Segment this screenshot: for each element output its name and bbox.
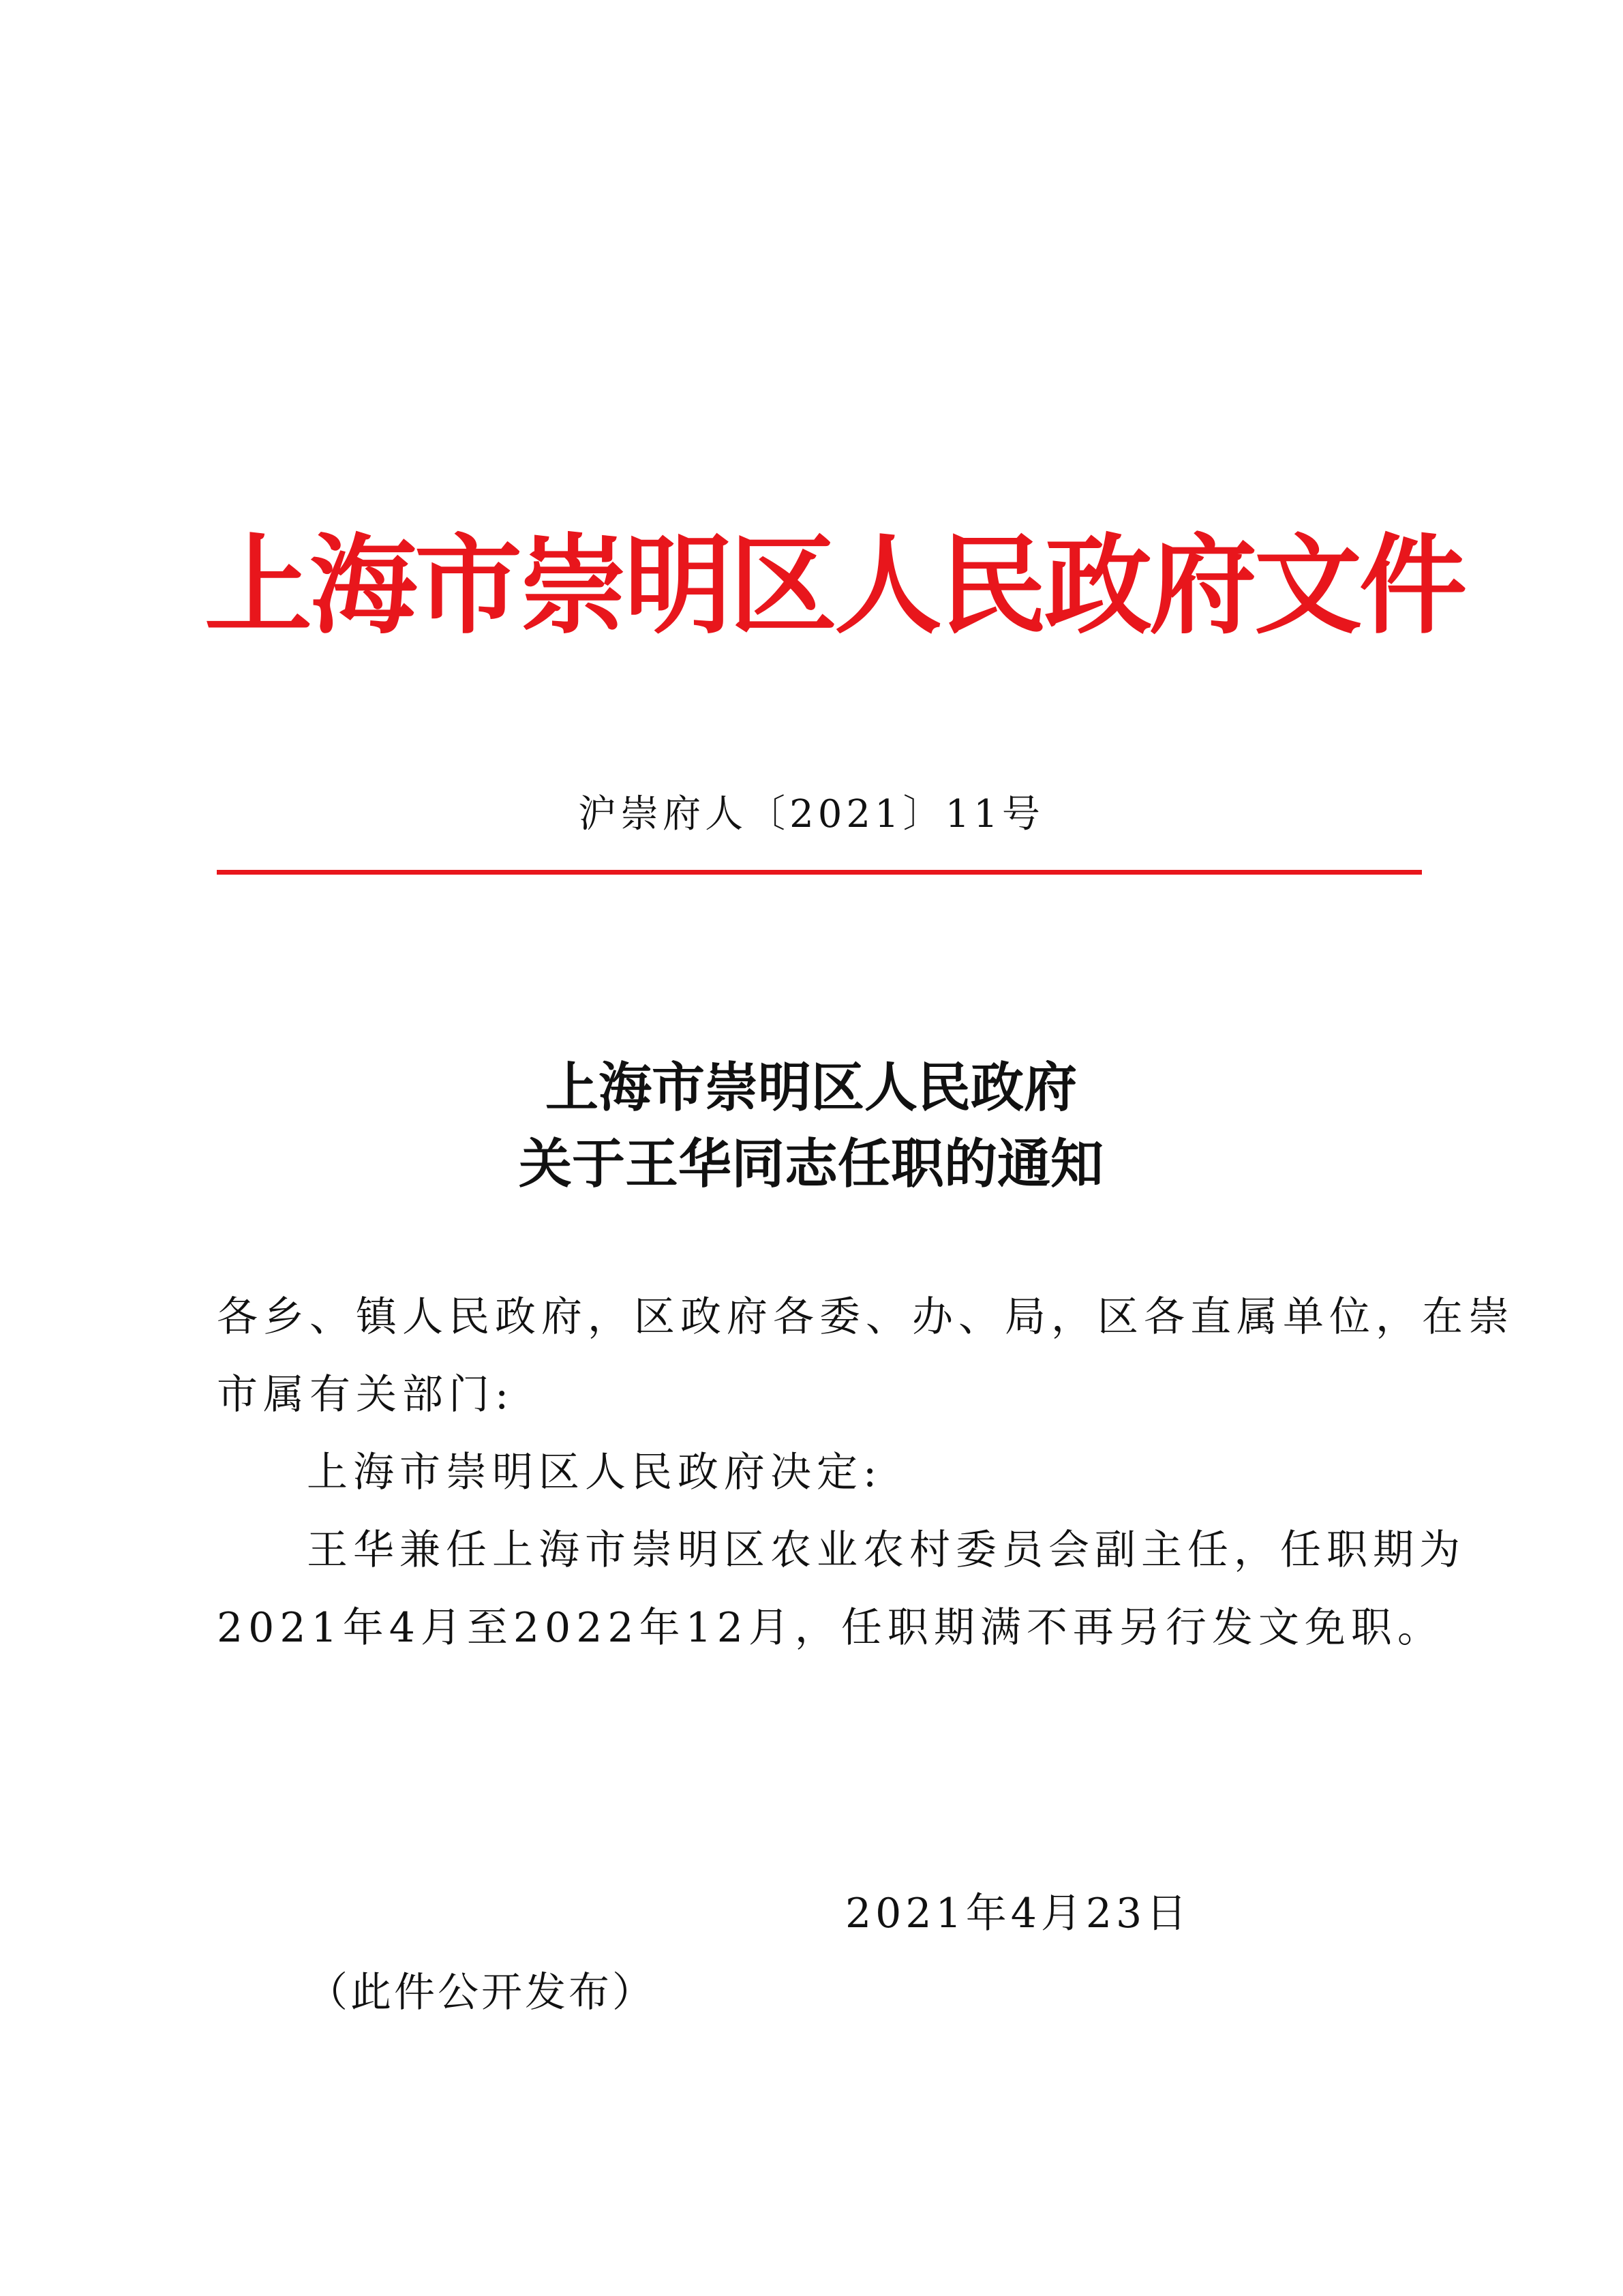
red-divider-line [217, 870, 1422, 875]
disclosure-note: （此件公开发布） [307, 1969, 656, 2016]
document-number: 沪崇府人〔2021〕11号 [578, 792, 1044, 836]
document-title [204, 1050, 1418, 1203]
decision-paragraph: 上海市崇明区人民政府决定: [307, 1449, 883, 1496]
salutation-line-2: 市属有关部门: [217, 1371, 515, 1419]
title-line-2: 关于王华同志任职的通知 [518, 1133, 1104, 1195]
issue-date: 2021年4月23日 [845, 1890, 1192, 1937]
content-line-1: 王华兼任上海市崇明区农业农村委员会副主任，任职期为 [307, 1526, 1466, 1574]
title-line-1: 上海市崇明区人民政府 [545, 1057, 1077, 1119]
document-masthead: 上海市崇明区人民政府文件 [204, 523, 1464, 649]
content-line-2: 2021年4月至2022年12月，任职期满不再另行发文免职。 [217, 1604, 1444, 1652]
salutation-line-1: 各乡、镇人民政府，区政府各委、办、局，区各直属单位，在崇 [217, 1293, 1515, 1341]
